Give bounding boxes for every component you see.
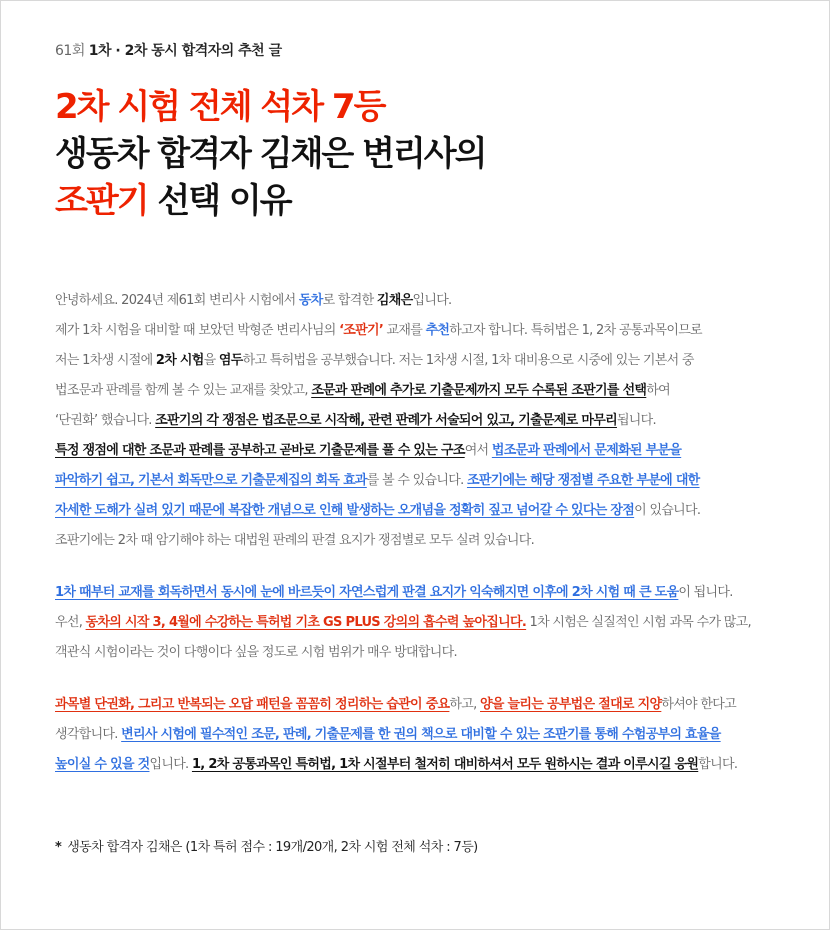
underline-black: 조문과 판례에 추가로 기출문제까지 모두 수록된 조판기를 선택 [311,383,647,398]
underline-red: 양을 늘리는 공부법은 절대로 지양 [480,697,662,712]
text-line [55,578,795,608]
underline-black: 1, 2차 공통과목인 특허법, 1차 시절부터 철저히 대비하셔서 모두 원하시는 결과 이루시길 응원 [191,757,699,772]
kicker-prefix: 61회 [55,43,89,59]
text-run: 제가 1차 시험을 대비할 때 보았던 박형준 변리사님의 [55,323,340,338]
text-run: 하고 특허법을 공부했습니다. 저는 1차생 시절, 1차 대비용으로 시중에 있는 기본서 중 [242,353,694,368]
emphasis-black: 2차 시험 [155,353,204,368]
underline-red: 과목별 단권화, 그리고 반복되는 오답 패턴을 꼼꼼히 정리하는 습관이 중요 [55,697,450,712]
emphasis-red: ‘조판기’ [339,323,384,338]
emphasis-black: 김채은 [376,293,413,308]
text-run: 로 합격한 [322,293,377,308]
text-line [55,346,795,376]
text-run: 하고자 합니다. 특허법은 1, 2차 공통과목이므로 [449,323,702,338]
headline-line-2: 생동차 합격자 김채은 변리사의 [55,134,486,174]
text-run: 하셔야 한다고 [661,697,736,712]
text-run: 합니다. [698,757,738,772]
text-run: 생각합니다. [55,727,122,742]
underline-black: 조판기의 각 쟁점은 법조문으로 시작해, 관련 판례가 서술되어 있고, 기출문제로 마무리 [155,413,617,428]
kicker [55,40,282,60]
underline-blue: 1차 때부터 교재를 회독하면서 동시에 눈에 바르듯이 자연스럽게 판결 요지가 익숙해지면 이후에 2차 시험 때 큰 도움 [55,585,679,600]
underline-blue: 변리사 시험에 필수적인 조문, 판례, 기출문제를 한 권의 책으로 대비할 수 있는 조판기를 통해 수험공부의 효율을 [121,727,721,742]
headline-highlight: 조판기 [55,181,148,221]
emphasis-black: 염두 [218,353,243,368]
text-line [55,406,795,436]
text-line [55,720,795,750]
text-line [55,316,795,346]
paragraph-1 [55,286,795,556]
text-line [55,496,795,526]
headline-line-3 [55,178,485,225]
text-run: 를 볼 수 있습니다. [366,473,467,488]
underline-red: 동차의 시작 3, 4월에 수강하는 특허법 기초 GS PLUS 강의의 흡수력 높아집니다. [85,615,527,630]
text-run: 교재를 [383,323,426,338]
text-run: 입니다. [412,293,452,308]
text-run: 하여 [646,383,671,398]
text-run: 하고, [449,697,481,712]
body-text [55,286,795,780]
text-run: 이 있습니다. [634,503,701,518]
underline-black: 특정 쟁점에 대한 조문과 판례를 공부하고 곧바로 기출문제를 풀 수 있는 구조 [55,443,465,458]
text-run: 됩니다. [616,413,656,428]
text-run: 법조문과 판례를 함께 볼 수 있는 교재를 찾았고, [55,383,312,398]
headline-line-3-rest: 선택 이유 [147,181,291,221]
underline-blue: 조판기에는 해당 쟁점별 주요한 부분에 대한 [466,473,700,488]
text-run: 저는 1차생 시절에 [55,353,156,368]
asterisk-icon: * [55,840,62,855]
text-run: 안녕하세요. 2024년 제61회 변리사 시험에서 [55,293,299,308]
text-run: 우선, [55,615,86,630]
underline-blue: 법조문과 판례에서 문제화된 부분을 [491,443,682,458]
text-line [55,376,795,406]
paragraph-gap [55,668,795,690]
paragraph-2 [55,578,795,668]
footnote [55,836,478,855]
headline-line-1: 2차 시험 전체 석차 7등 [55,87,385,127]
paragraph-3 [55,690,795,780]
emphasis-blue: 동차 [298,293,323,308]
kicker-strong: 1차 · 2차 동시 합격자의 추천 글 [88,43,282,59]
underline-blue: 자세한 도해가 실려 있기 때문에 복잡한 개념으로 인해 발생하는 오개념을 정확히 짚고 넘어갈 수 있다는 장점 [55,503,635,518]
text-line [55,750,795,780]
text-line [55,690,795,720]
text-run: ‘단권화’ 했습니다. [55,413,156,428]
emphasis-blue: 추천 [425,323,450,338]
footnote-text: 생동차 합격자 김채은 (1차 특허 점수 : 19개/20개, 2차 시험 전체 석차 : 7등) [67,840,478,855]
text-run: 1차 시험은 실질적인 시험 과목 수가 많고, [526,615,751,630]
underline-blue: 파악하기 쉽고, 기본서 회독만으로 기출문제집의 회독 효과 [55,473,367,488]
text-line [55,608,795,638]
text-run: 여서 [464,443,492,458]
text-line [55,466,795,496]
text-run: 이 됩니다. [678,585,733,600]
text-run: 을 [203,353,219,368]
text-line: 조판기에는 2차 때 암기해야 하는 대법원 판례의 판결 요지가 쟁점별로 모두 실려 있습니다. [55,533,535,548]
underline-blue: 높이실 수 있을 것 [55,757,150,772]
paragraph-gap [55,556,795,578]
text-run: 입니다. [149,757,192,772]
text-line [55,436,795,466]
text-line [55,286,795,316]
headline [55,84,485,225]
text-line: 객관식 시험이라는 것이 다행이다 싶을 정도로 시험 범위가 매우 방대합니다. [55,645,457,660]
